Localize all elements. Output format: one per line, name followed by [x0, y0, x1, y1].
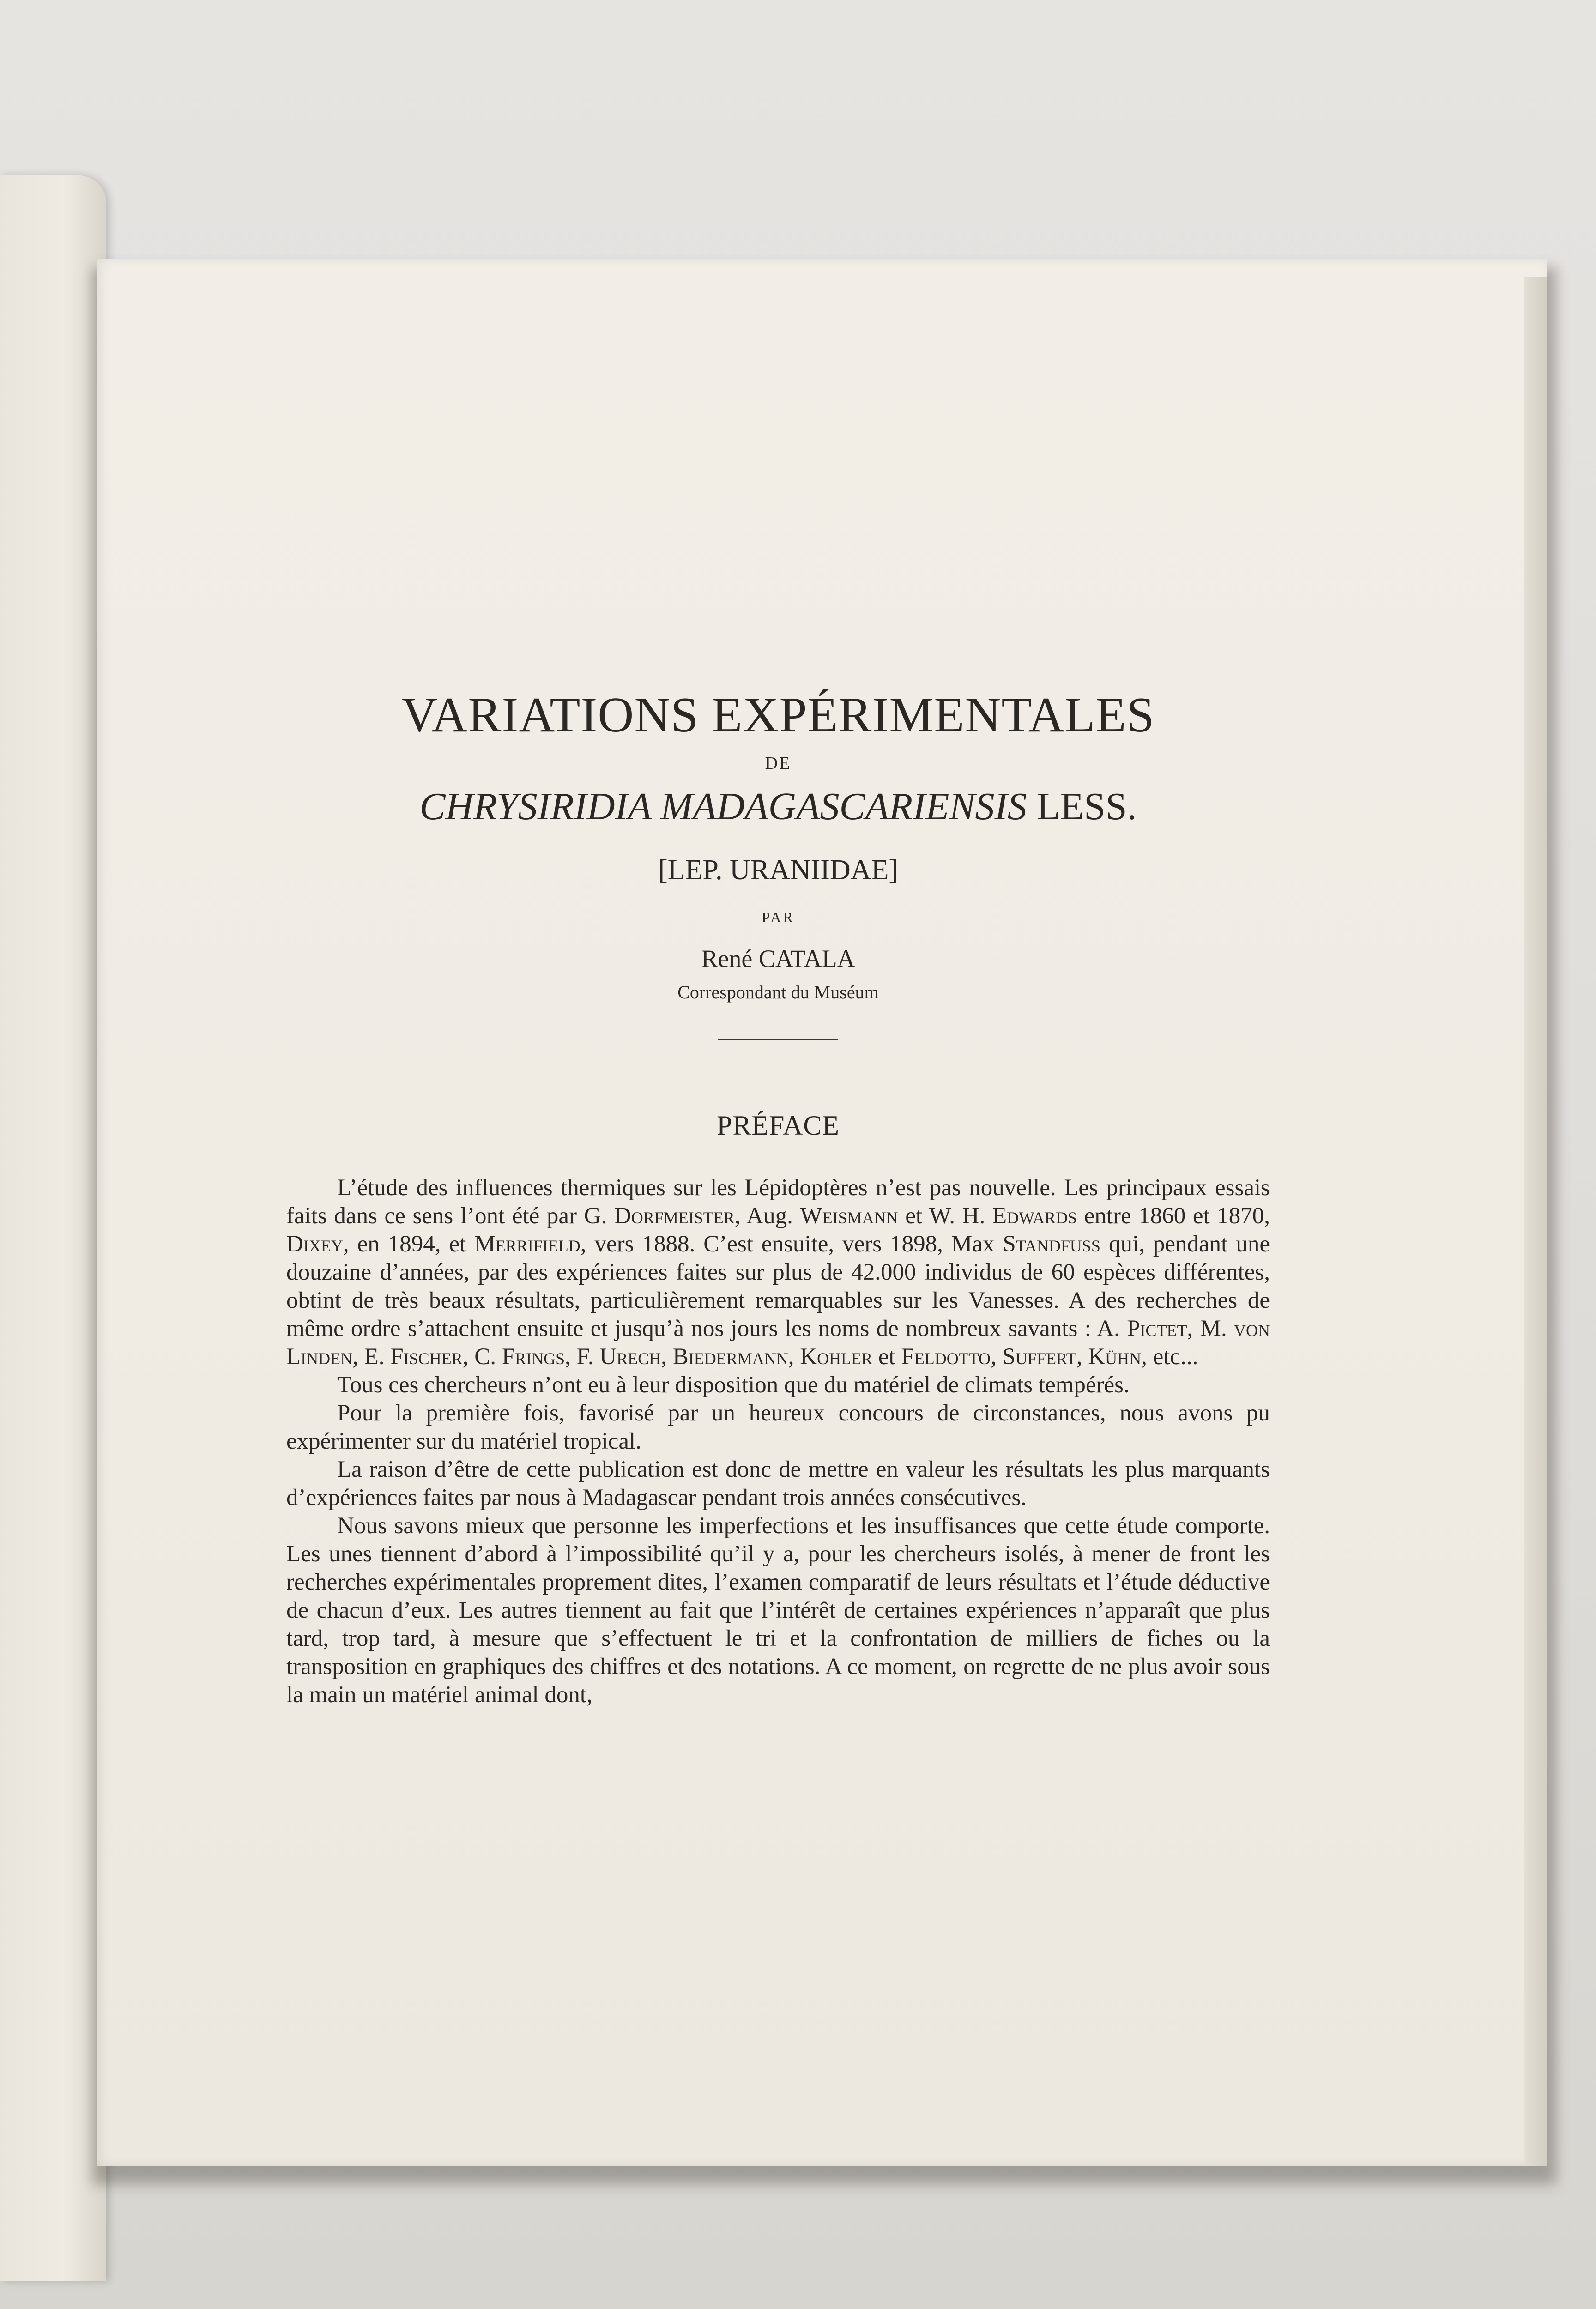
text-segment: ,: [788, 1344, 800, 1370]
text-segment: ,: [991, 1344, 1003, 1370]
paragraph: [286, 1456, 1270, 1512]
text-segment: , F.: [565, 1344, 600, 1370]
species-authority: LESS.: [1036, 785, 1137, 828]
text-segment: et W. H.: [898, 1203, 992, 1229]
author-reference: Biedermann: [672, 1344, 788, 1370]
text-segment: , en 1894, et: [343, 1231, 475, 1257]
author-reference: Pictet: [1127, 1316, 1187, 1342]
taxon-label: [LEP. URANIIDAE]: [658, 854, 899, 886]
author-role: Correspondant du Muséum: [677, 982, 879, 1003]
document-title: VARIATIONS EXPÉRIMENTALES: [401, 688, 1155, 743]
text-segment: entre 1860 et 1870,: [1077, 1203, 1270, 1229]
text-segment: , Aug.: [734, 1203, 800, 1229]
text-segment: L’étude des influences thermiques sur les Lépidoptères n’est pas nouvelle. Les principaux essais faits dans ce sens l’ont été par G.: [286, 1175, 1270, 1229]
author-reference: Dorfmeister: [614, 1203, 735, 1229]
title-connector: DE: [765, 753, 792, 773]
author-reference: Weismann: [800, 1203, 898, 1229]
text-segment: , C.: [462, 1344, 502, 1370]
text-segment: ,: [661, 1344, 673, 1370]
author-reference: Kohler: [800, 1344, 873, 1370]
author-reference: Kühn: [1088, 1344, 1142, 1370]
author-reference: Edwards: [992, 1203, 1077, 1229]
section-title: PRÉFACE: [717, 1110, 840, 1141]
divider: [718, 1039, 838, 1040]
text-segment: , M.: [1187, 1316, 1234, 1342]
species-name: [286, 786, 1270, 828]
page-edge: [1524, 277, 1547, 2166]
author-reference: von Linden: [286, 1316, 1270, 1370]
author-reference: Dixey: [286, 1231, 343, 1257]
text-segment: Tous ces chercheurs n’ont eu à leur disposition que du matériel de climats tempérés.: [337, 1372, 1130, 1398]
text-segment: ,: [1076, 1344, 1088, 1370]
text-segment: qui, pendant une douzaine d’années, par des expériences faites sur plus de 42.000 individus de 60 espèces différentes, obtint de très beaux résultats, particulièrement remarquables sur les Vanesses. A des recherches de même ordre s’attachent ensuite et jusqu’à nos jours les noms de nombreux savants : A.: [286, 1231, 1270, 1342]
author-reference: Merrifield: [474, 1231, 580, 1257]
text-segment: et: [872, 1344, 901, 1370]
by-label: PAR: [762, 909, 795, 926]
author-reference: Feldotto: [901, 1344, 991, 1370]
author-reference: Urech: [599, 1344, 661, 1370]
preface-body: [286, 1174, 1270, 1709]
text-segment: , vers 1888. C’est ensuite, vers 1898, Max: [580, 1231, 1003, 1257]
text-segment: La raison d’être de cette publication est donc de mettre en valeur les résultats les plus marquants d’expériences faites par nous à Madagascar pendant trois années consécutives.: [286, 1457, 1270, 1511]
left-page: [0, 175, 106, 2281]
paragraph: [286, 1399, 1270, 1456]
text-segment: , E.: [352, 1344, 391, 1370]
text-segment: Pour la première fois, favorisé par un heureux concours de circonstances, nous avons pu expérimenter sur du matériel tropical.: [286, 1400, 1270, 1455]
text-segment: Nous savons mieux que personne les imperfections et les insuffisances que cette étude comporte. Les unes tiennent d’abord à l’impossibilité qu’il y a, pour les chercheurs isolés, à mener de front les recherches expérimentales proprement dites, l’examen comparatif de leurs résultats et l’étude déductive de chacun d’eux. Les autres tiennent au fait que l’intérêt de certaines expériences n’apparaît que plus tard, trop tard, à mesure que s’effectuent le tri et la confrontation de milliers de fiches ou la transposition en graphiques des chiffres et des notations. A ce moment, on regrette de ne plus avoir sous la main un matériel animal dont,: [286, 1513, 1270, 1708]
text-segment: , etc...: [1141, 1344, 1198, 1370]
page-content: [286, 688, 1270, 1709]
species-binomial: CHRYSIRIDIA MADAGASCARIENSIS: [419, 785, 1027, 828]
paragraph: [286, 1512, 1270, 1709]
author-reference: Fischer: [390, 1344, 463, 1370]
author-name: René CATALA: [701, 945, 855, 973]
author-reference: Frings: [502, 1344, 565, 1370]
author-reference: Suffert: [1002, 1344, 1076, 1370]
paragraph: [286, 1371, 1270, 1399]
author-reference: Standfuss: [1003, 1231, 1100, 1257]
paragraph: [286, 1174, 1270, 1371]
